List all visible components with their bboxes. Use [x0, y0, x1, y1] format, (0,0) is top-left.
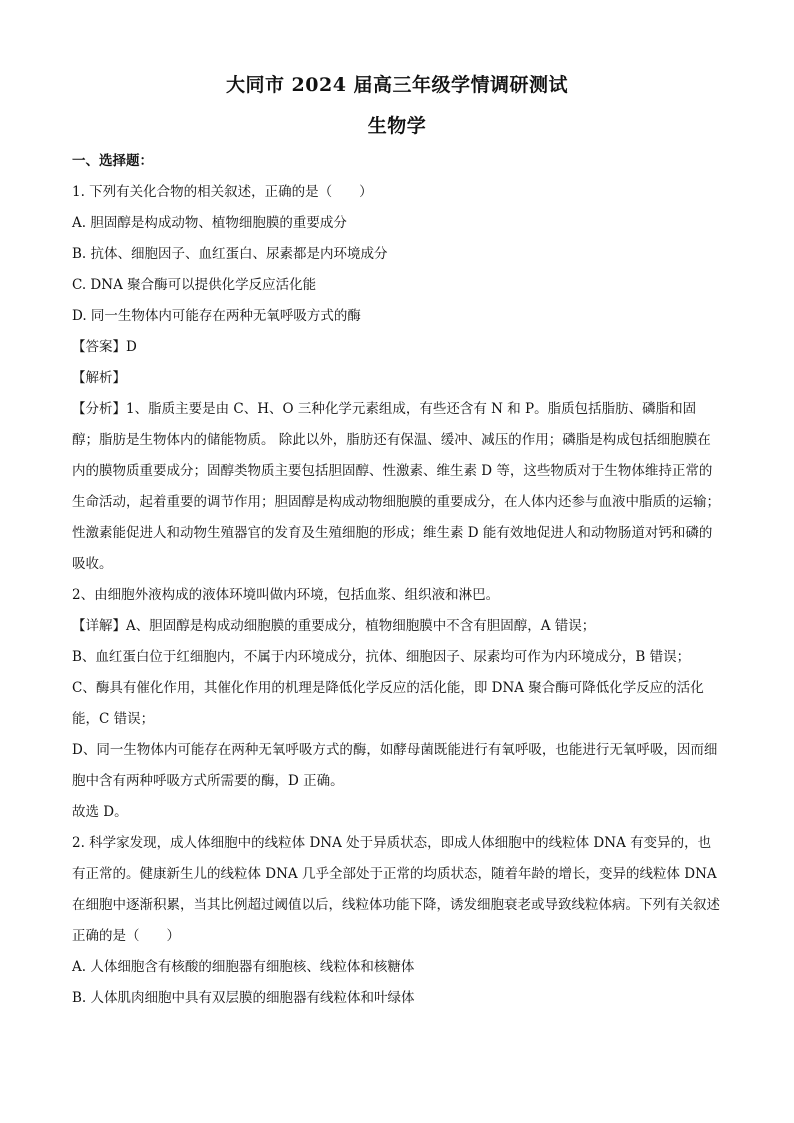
question-1-analysis-label: 【解析】 — [72, 370, 126, 386]
question-2-option-b: B. 人体肌肉细胞中具有双层膜的细胞器有线粒体和叶绿体 — [72, 990, 415, 1006]
section-heading: 一、选择题： — [72, 153, 153, 169]
question-1-option-d: D. 同一生物体内可能存在两种无氧呼吸方式的酶 — [72, 308, 361, 324]
question-1-detail-a: 【详解】A、胆固醇是构成动细胞膜的重要成分，植物细胞膜中不含有胆固醇，A 错误； — [72, 618, 596, 634]
subject-title: 生物学 — [367, 115, 427, 137]
question-1-analysis-2: 2、由细胞外液构成的液体环境叫做内环境，包括血浆、组织液和淋巴。 — [72, 587, 500, 603]
question-1-detail-c: C、酶具有催化作用，其催化作用的机理是降低化学反应的活化能，即 DNA 聚合酶可降低化学反应的活化能，C 错误； — [72, 680, 704, 727]
question-1-answer: 【答案】D — [72, 339, 137, 355]
question-1-analysis-1: 【分析】1、脂质主要是由 C、H、O 三种化学元素组成，有些还含有 N 和 P。脂质包括脂肪、磷脂和固醇；脂肪是生物体内的储能物质。 除此以外，脂肪还有保温、缓冲、减压的作用；磷脂是构成包括细胞膜在内的膜物质重要成分；固醇类物质主要包括胆固醇、性激素、维生素 D 等，这些物质对于生物体维持正常的生命活动，起着重要的调节作用；胆固醇是构成动物细胞膜的重要成分，在人体内还参与血液中脂质的运输；性激素能促进人和动物生殖器官的发育及生殖细胞的形成；维生素 D 能有效地促进人和动物肠道对钙和磷的吸收。 — [72, 401, 720, 572]
question-1-option-c: C. DNA 聚合酶可以提供化学反应活化能 — [72, 277, 317, 293]
document-body — [72, 146, 722, 1014]
question-1-option-b: B. 抗体、细胞因子、血红蛋白、尿素都是内环境成分 — [72, 246, 388, 262]
question-1-stem: 1. 下列有关化合物的相关叙述，正确的是（ ） — [72, 184, 373, 200]
exam-title: 大同市 2024 届高三年级学情调研测试 — [225, 74, 569, 96]
question-1-conclusion: 故选 D。 — [72, 804, 128, 820]
question-1-detail-d: D、同一生物体内可能存在两种无氧呼吸方式的酶，如酵母菌既能进行有氧呼吸，也能进行无氧呼吸，因而细胞中含有两种呼吸方式所需要的酶，D 正确。 — [72, 742, 718, 789]
question-1-detail-b: B、血红蛋白位于红细胞内，不属于内环境成分，抗体、细胞因子、尿素均可作为内环境成分，B 错误； — [72, 649, 691, 665]
question-2-stem: 2. 科学家发现，成人体细胞中的线粒体 DNA 处于异质状态，即成人体细胞中的线粒体 DNA 有变异的，也有正常的。健康新生儿的线粒体 DNA 几乎全部处于正常的均质状态，随着年龄的增长，变异的线粒体 DNA 在细胞中逐渐积累，当其比例超过阈值以后，线粒体功能下降，诱发细胞衰老或导致线粒体病。下列有关叙述正确的是（ ） — [72, 835, 720, 944]
question-2-option-a: A. 人体细胞含有核酸的细胞器有细胞核、线粒体和核糖体 — [72, 959, 415, 975]
question-1-option-a: A. 胆固醇是构成动物、植物细胞膜的重要成分 — [72, 215, 347, 231]
